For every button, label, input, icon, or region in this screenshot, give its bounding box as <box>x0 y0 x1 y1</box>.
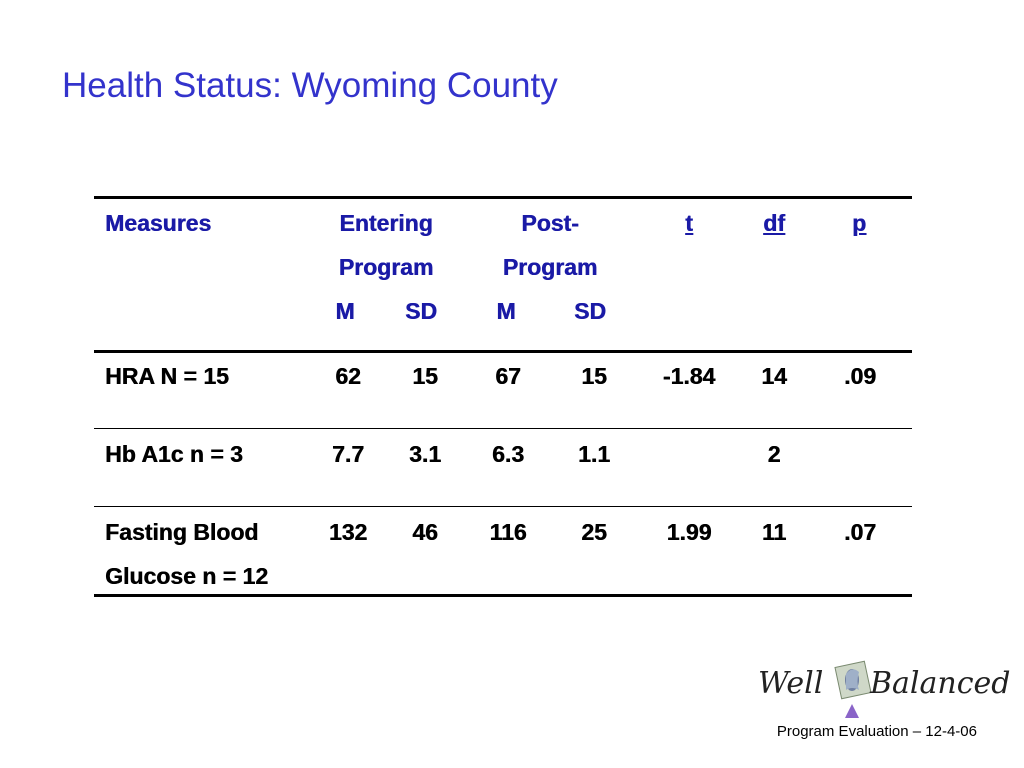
row-measure: Fasting Blood <box>105 519 259 545</box>
row-t: -1.84 <box>662 363 716 389</box>
row-entering-m: 7.7 <box>332 441 364 467</box>
results-table <box>94 196 912 598</box>
row-df: 11 <box>761 519 787 545</box>
footer-caption: Program Evaluation – 12-4-06 <box>776 723 977 740</box>
row-divider <box>94 506 912 507</box>
header-post-line1: Post- <box>521 210 579 236</box>
row-entering-sd: 15 <box>412 363 438 389</box>
header-sd-post: SD <box>574 298 606 324</box>
page-title: Health Status: Wyoming County <box>62 66 558 105</box>
row-post-m: 116 <box>489 519 527 545</box>
row-post-m: 67 <box>495 363 521 389</box>
row-df: 14 <box>761 363 787 389</box>
header-sd-entering: SD <box>405 298 437 324</box>
row-entering-m: 132 <box>328 519 368 545</box>
well-balanced-logo <box>758 656 1011 718</box>
row-post-sd: 25 <box>581 519 607 545</box>
row-measure-line2: Glucose n = 12 <box>105 563 268 589</box>
header-df: df <box>763 210 785 236</box>
row-entering-sd: 3.1 <box>409 441 441 467</box>
row-entering-sd: 46 <box>412 519 438 545</box>
row-post-m: 6.3 <box>492 441 524 467</box>
row-measure: HRA N = 15 <box>105 363 229 389</box>
logo-word-well: Well <box>758 666 824 701</box>
header-m-entering: M <box>335 298 355 324</box>
header-entering-line2: Program <box>338 254 434 280</box>
row-post-sd: 1.1 <box>578 441 610 467</box>
row-divider <box>94 428 912 429</box>
row-measure: Hb A1c n = 3 <box>105 441 243 467</box>
row-entering-m: 62 <box>335 363 361 389</box>
header-t: t <box>685 210 693 236</box>
row-df: 2 <box>767 441 781 467</box>
header-p: p <box>851 210 867 236</box>
row-post-sd: 15 <box>581 363 607 389</box>
header-bottom-rule <box>94 350 912 353</box>
header-measures: Measures <box>105 210 212 236</box>
row-p: .09 <box>844 363 876 389</box>
header-entering-line1: Entering <box>339 210 433 236</box>
header-m-post: M <box>496 298 516 324</box>
table-top-rule <box>94 196 912 199</box>
header-post-line2: Program <box>502 254 598 280</box>
logo-word-balanced: Balanced <box>870 666 1011 701</box>
table-bottom-rule <box>94 594 912 597</box>
row-p: .07 <box>844 519 876 545</box>
row-t: 1.99 <box>666 519 712 545</box>
